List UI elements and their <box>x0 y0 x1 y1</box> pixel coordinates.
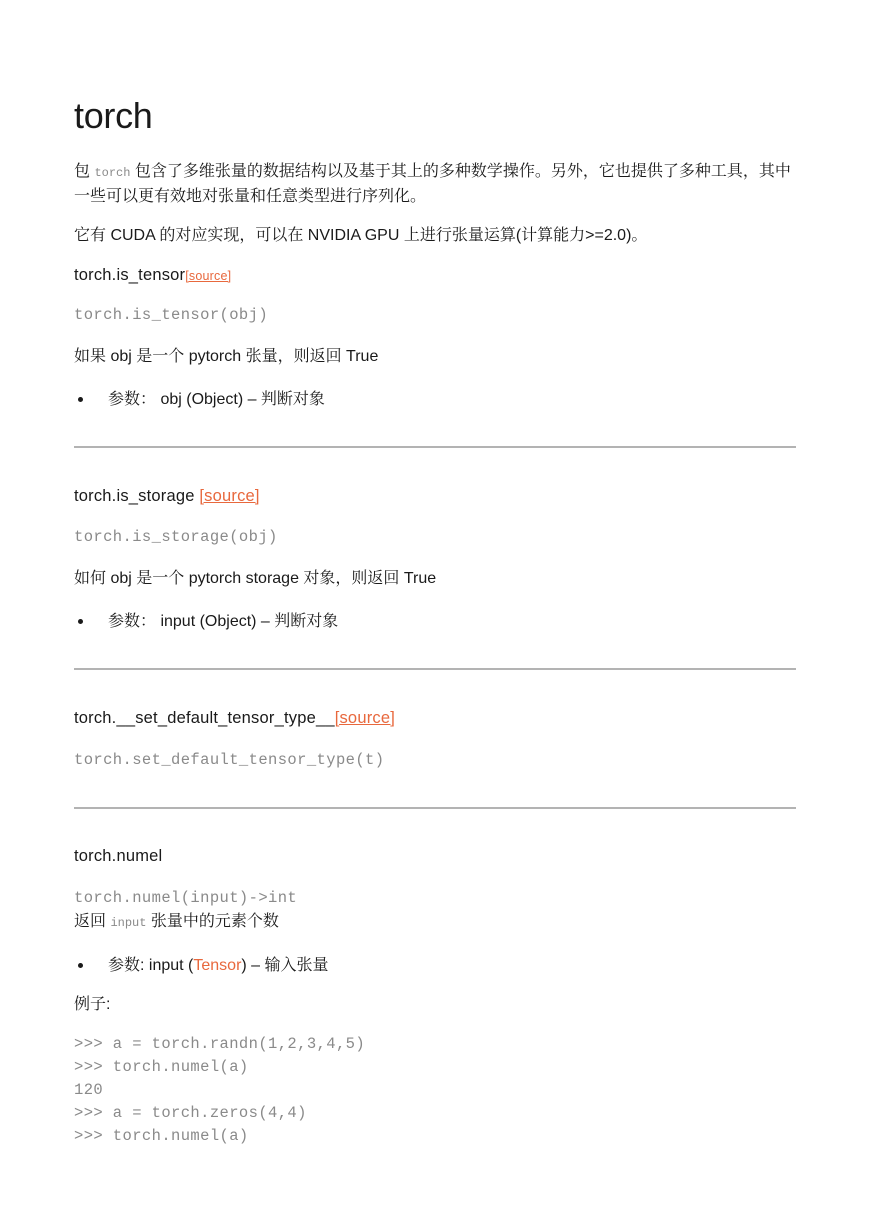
desc-is-storage: 如何 obj 是一个 pytorch storage 对象，则返回 True <box>74 570 437 587</box>
cuda-paragraph: 它有 CUDA 的对应实现，可以在 NVIDIA GPU 上进行张量运算(计算能力>=2.0)。 <box>74 227 648 244</box>
param-text: 参数： obj (Object) – 判断对象 <box>108 391 325 408</box>
signature-is-tensor: torch.is_tensor(obj) <box>74 306 269 324</box>
signature-numel: torch.numel(input)->int <box>74 889 298 907</box>
inline-code-torch: torch <box>94 166 131 180</box>
desc-is-tensor: 如果 obj 是一个 pytorch 张量，则返回 True <box>74 348 379 365</box>
desc-text-cont: 张量中的元素个数 <box>146 913 279 930</box>
example-label: 例子: <box>74 996 111 1013</box>
section-divider <box>74 446 796 448</box>
bullet-dot <box>78 619 83 624</box>
param-item-numel <box>74 954 329 977</box>
param-text: 参数： input (Object) – 判断对象 <box>108 613 339 630</box>
page-title: torch <box>74 95 153 136</box>
source-link-is-storage[interactable]: [source] <box>199 487 260 505</box>
source-link-is-tensor[interactable]: [source] <box>185 269 232 283</box>
desc-text: 返回 <box>74 913 111 930</box>
param-text-a: 参数: input ( <box>108 957 194 974</box>
bullet-dot <box>78 963 83 968</box>
param-text-b: ) – 输入张量 <box>241 957 329 974</box>
param-item-is-tensor <box>74 388 325 411</box>
intro-text-cont: 包含了多维张量的数据结构以及基于其上的多种数学操作。另外，它也提供了多种工具，其中一些可以更有效地对张量和任意类型进行序列化。 <box>74 163 791 205</box>
example-line: 120 <box>74 1081 104 1099</box>
section-divider <box>74 807 796 809</box>
source-link-set-default-tensor-type[interactable]: [source] <box>334 709 395 727</box>
param-item-is-storage <box>74 610 338 633</box>
section-divider <box>74 668 796 670</box>
section-heading-numel: torch.numel <box>74 847 163 865</box>
desc-numel <box>74 910 796 935</box>
section-heading-is-storage <box>74 487 260 506</box>
section-heading-is-tensor <box>74 266 231 285</box>
example-line: >>> torch.numel(a) <box>74 1058 249 1076</box>
bullet-dot <box>78 397 83 402</box>
example-line: >>> torch.numel(a) <box>74 1127 249 1145</box>
signature-is-storage: torch.is_storage(obj) <box>74 528 278 546</box>
inline-code-input: input <box>110 916 147 930</box>
intro-text: 包 <box>74 163 95 180</box>
heading-text: torch.is_storage <box>74 487 200 505</box>
tensor-link[interactable]: Tensor <box>193 957 242 974</box>
section-heading-set-default-tensor-type <box>74 709 395 728</box>
heading-text: torch.is_tensor <box>74 266 186 284</box>
example-line: >>> a = torch.randn(1,2,3,4,5) <box>74 1035 366 1053</box>
example-line: >>> a = torch.zeros(4,4) <box>74 1104 307 1122</box>
param-text <box>108 957 329 974</box>
signature-set-default-tensor-type: torch.set_default_tensor_type(t) <box>74 751 385 769</box>
heading-text: torch.__set_default_tensor_type__ <box>74 709 335 727</box>
intro-paragraph <box>74 160 796 208</box>
